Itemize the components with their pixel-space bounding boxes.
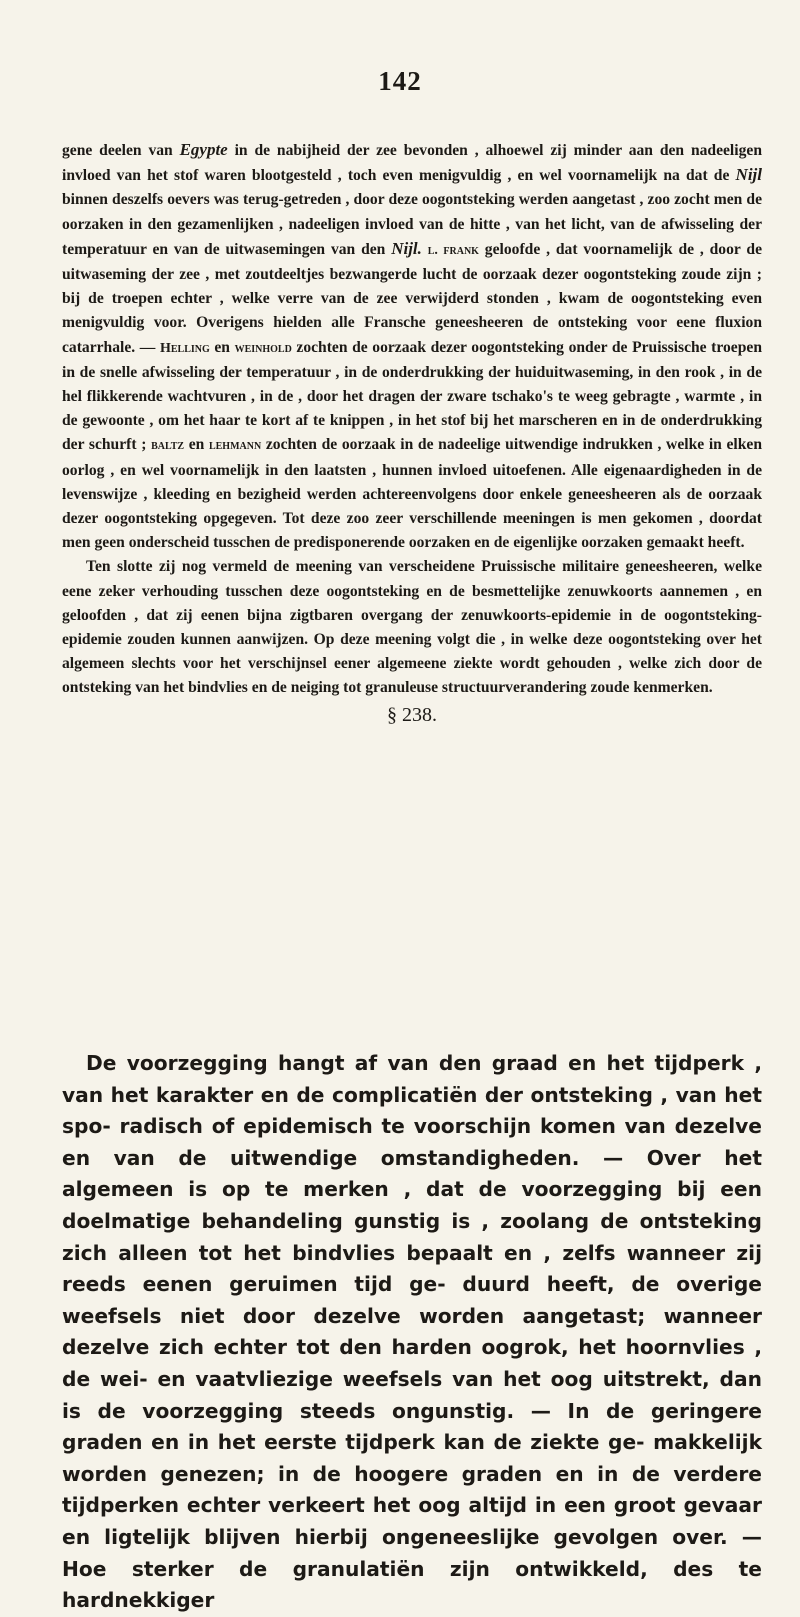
text-run: gene deelen van [62,142,180,159]
text-run: geloofde , dat voornamelijk de , door de uitwaseming der zee , met zoutdeeltjes bezwangerde lucht de oorzaak dezer oogontsteking zoude zijn ; bij de troepen echter , welke verre van de zee verwijderd stonden , kwam de oogontsteking even menigvuldig voor. Overigens hielden alle Fransche geneesheeren de ontsteking voor eene fluxion catarrhale. — [62,240,762,356]
small-print-section [62,138,762,727]
text-run: zochten de oorzaak dezer oogontsteking onder de Pruissische troepen in de snelle afwisseling der temperatuur , in de onderdrukking der huiduitwaseming, in den rook , in de hel flikkerende wachtvuren , in de , door het dragen der zware tschako's te weeg gebragte , warmte , in de gewoonte , om het haar te kort af te knippen , in het stof bij het marscheren en in de onderdrukking der schurft ; [62,338,762,454]
place-name-nijl: Nijl [735,165,762,185]
text-run: en [184,436,209,454]
text-run: in de nabijheid der zee bevonden , alhoewel zij minder aan den nadeeligen invloed van het stof waren blootgesteld , toch even menigvuldig , en wel voornamelijk na dat de [62,142,762,185]
paragraph-prussian-opinion: Ten slotte zij nog vermeld de meening van verscheidene Pruissische militaire geneesheeren, welke eene zeker verhouding tusschen deze oogontsteking en de besmettelijke zenuwkoorts aannemen , en geloofden , dat zij eenen bijna zigtbaren overgang der zenuwkoorts-epidemie in de oogontsteking-epidemie zouden kunnen aanwijzen. Op deze meening volgt die , in welke deze oogontsteking over het algemeen slechts voor het verschijnsel eener algemeene ziekte wordt gehouden , welke zich door de ontsteking van het bindvlies en de neiging tot granuleuse structuurverandering zoude kenmerken. [62,558,762,697]
author-name-frank: l. frank [427,242,479,258]
large-print-section [62,1048,762,1617]
paragraph-prognosis: De voorzegging hangt af van den graad en het tijdperk , van het karakter en de complicatiën der ontsteking , van het spo- radisch of epidemisch te voorschijn komen van dezelve en van de uitwendige omstandigheden. — Over het algemeen is op te merken , dat de voorzegging bij een doelmatige behandeling gunstig is , zoolang de ontsteking zich alleen tot het bindvlies bepaalt en , zelfs wanneer zij reeds eenen geruimen tijd ge- duurd heeft, de overige weefsels niet door dezelve worden aangetast; wanneer dezelve zich echter tot den harden oogrok, het hoornvlies , de wei- en vaatvliezige weefsels van het oog uitstrekt, dan is de voorzegging steeds ongunstig. — In de geringere graden en in het eerste tijdperk kan de ziekte ge- makkelijk worden genezen; in de hoogere graden en in de verdere tijdperken echter verkeert het oog altijd in een groot gevaar en ligtelijk blijven hierbij ongeneeslijke gevolgen over. — Hoe sterker de granulatiën zijn ontwikkeld, des te hardnekkiger [62,1051,762,1613]
section-heading: § 238. [387,703,437,726]
text-run: zochten de oorzaak in de nadeelige uitwendige indrukken , welke in elken oorlog , en wel voornamelijk in den laatsten , hunnen invloed uitoefenen. Alle eigenaardigheden in de levenswijze , kleeding en bezigheid werden achtereenvolgens door enkele geneesheeren als de oorzaak dezer oogontsteking opgegeven. Tot deze zoo zeer verschillende meeningen is men gekomen , doordat men geen onderscheid tusschen de predisponerende oorzaken en de eigenlijke oorzaken gemaakt heeft. [62,436,763,552]
page-number: 142 [378,66,422,96]
text-run: en [209,338,235,356]
paragraph-causes [62,138,762,555]
place-name-egypte: Egypte [179,140,228,159]
author-name-baltz: baltz [151,438,185,454]
author-name-weinhold: weinhold [234,340,292,356]
author-name-lehmann: lehmann [208,438,262,454]
text-run: binnen deszelfs oevers was terug-getreden , door deze oogontsteking werden aangetast , zoo zocht men de oorzaken in den gezamenlijken , nadeeligen invloed van de hitte , van het licht, van de afwisseling der temperatuur en van de uitwasemingen van den [62,191,762,258]
author-name-helling: Helling [159,340,210,356]
place-name-nijl: Nijl. [391,238,422,258]
